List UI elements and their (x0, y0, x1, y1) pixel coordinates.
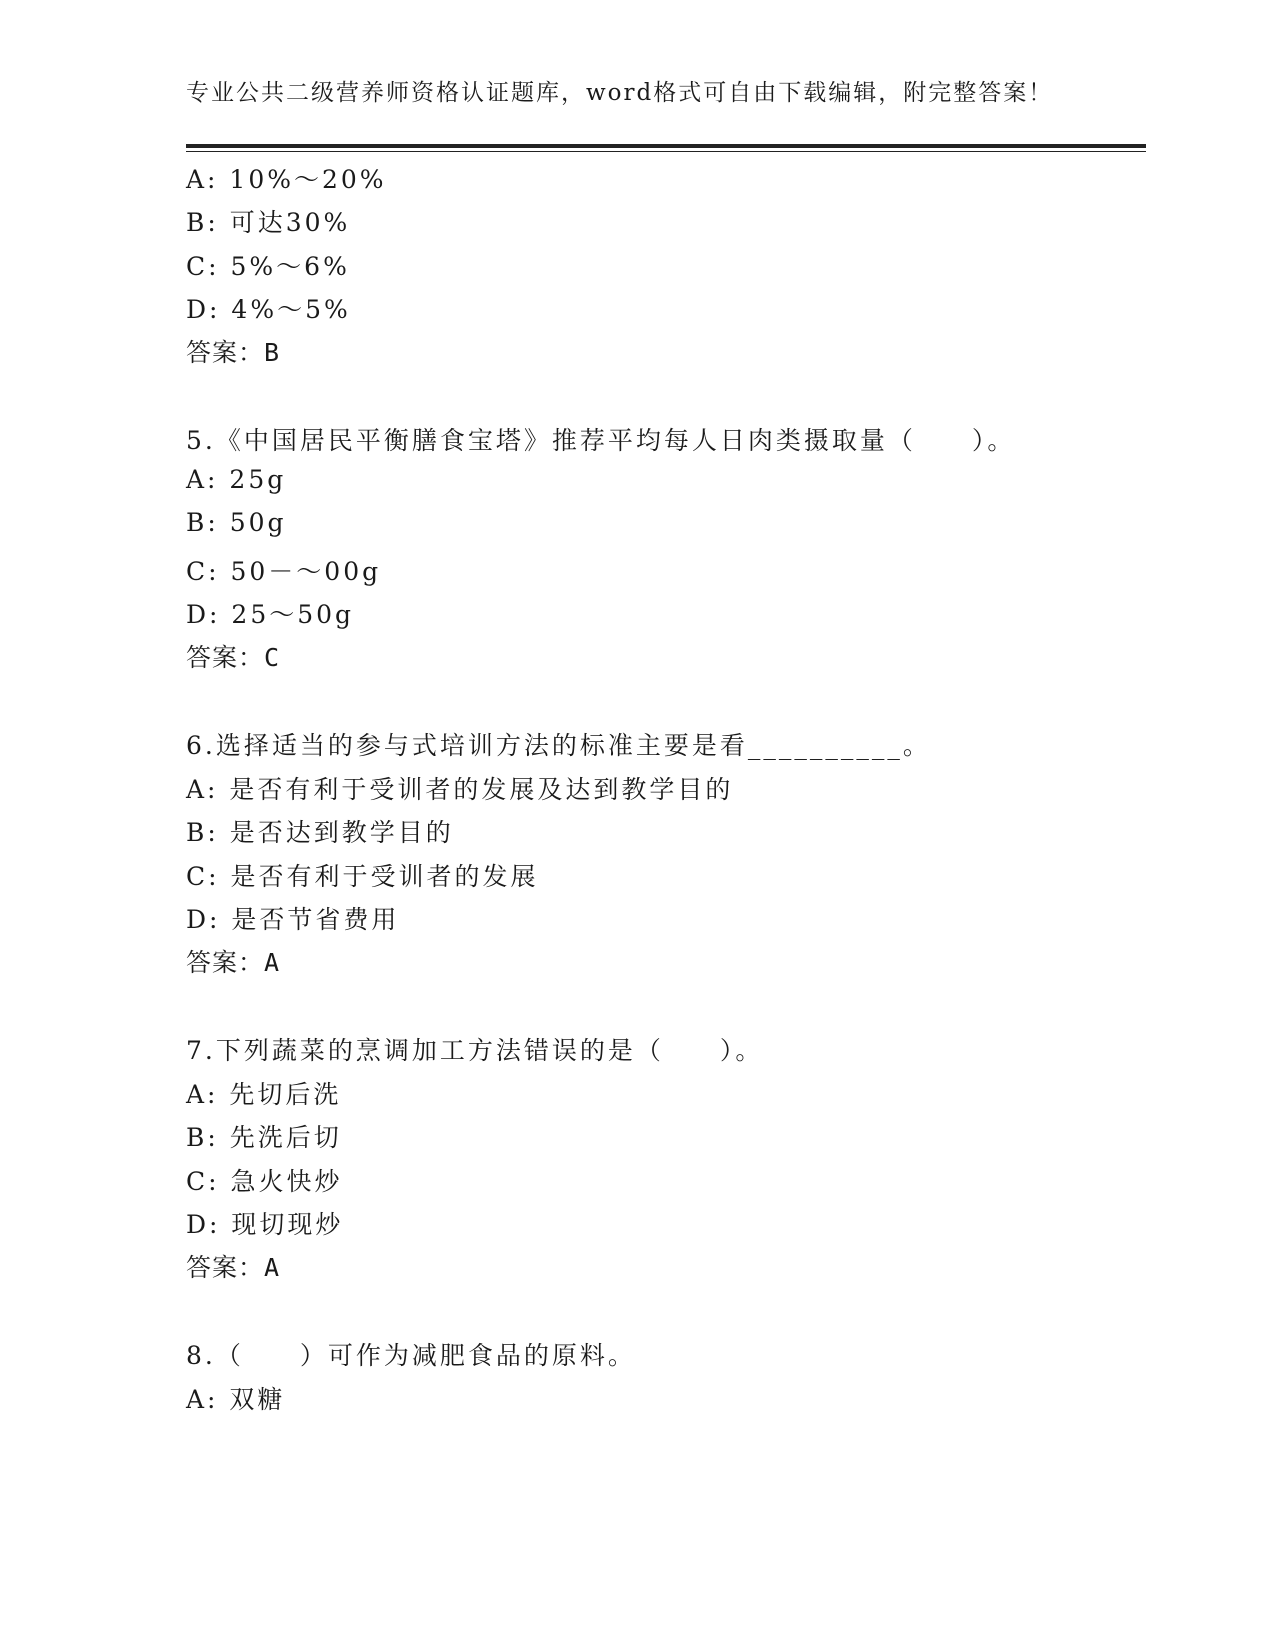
prev-answer: 答案：B (186, 338, 281, 367)
prev-option-a: A: 10%～20% (186, 165, 387, 194)
prev-option-c: C: 5%～6% (186, 252, 350, 281)
q7-option-d: D: 现切现炒 (186, 1210, 344, 1239)
q5-option-c: C: 50－～00g (186, 557, 382, 586)
q8-stem: 8.（ ）可作为减肥食品的原料。 (186, 1341, 636, 1370)
prev-option-d: D: 4%～5% (186, 295, 351, 324)
q8-option-a: A: 双糖 (186, 1385, 286, 1414)
page-header: 专业公共二级营养师资格认证题库，word格式可自由下载编辑，附完整答案！ (186, 80, 1054, 106)
q6-option-c: C: 是否有利于受训者的发展 (186, 862, 539, 891)
q7-option-b: B: 先洗后切 (186, 1123, 342, 1152)
header-rule-thick (186, 144, 1146, 148)
q6-option-a: A: 是否有利于受训者的发展及达到教学目的 (186, 775, 734, 804)
q7-option-a: A: 先切后洗 (186, 1080, 342, 1109)
q5-answer: 答案：C (186, 643, 281, 672)
q6-answer: 答案：A (186, 948, 281, 977)
q6-stem: 6.选择适当的参与式培训方法的标准主要是看__________。 (186, 731, 931, 760)
q5-option-d: D: 25～50g (186, 600, 355, 629)
header-rule-thin (186, 151, 1146, 152)
q6-option-b: B: 是否达到教学目的 (186, 818, 454, 847)
q7-option-c: C: 急火快炒 (186, 1167, 343, 1196)
q5-stem: 5.《中国居民平衡膳食宝塔》推荐平均每人日肉类摄取量（ ）。 (186, 426, 1016, 455)
q6-option-d: D: 是否节省费用 (186, 905, 400, 934)
q7-stem: 7.下列蔬菜的烹调加工方法错误的是（ ）。 (186, 1036, 764, 1065)
q5-option-b: B: 50g (186, 508, 287, 537)
q5-option-a: A: 25g (186, 465, 287, 494)
q7-answer: 答案：A (186, 1253, 281, 1282)
prev-option-b: B: 可达30% (186, 208, 351, 237)
